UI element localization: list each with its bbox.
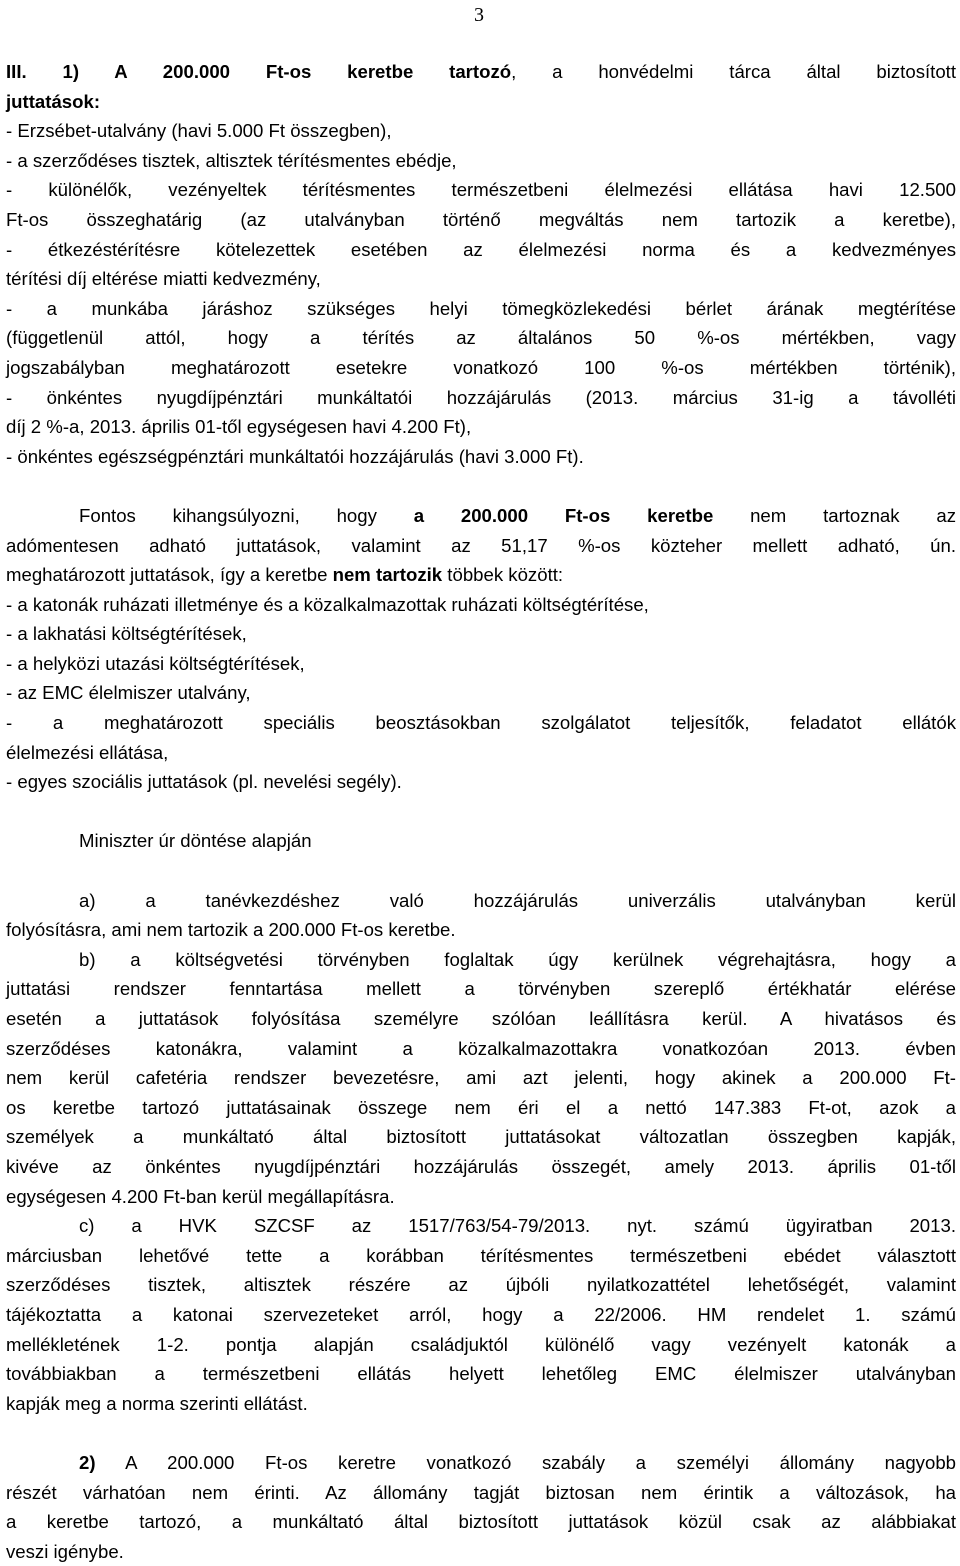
point-b-line: esetén a juttatások folyósítása személyre szólóan leállításra kerül. A hivatásos és (6, 1008, 956, 1029)
section2-line: veszi igénybe. (6, 1540, 124, 1562)
section-heading (6, 57, 956, 87)
point-b-line: b) a költségvetési törvényben foglaltak úgy kerülnek végrehajtásra, hogy a (79, 948, 956, 970)
point-b-line: juttatási rendszer fenntartása mellett a törvényben szereplő értékhatár elérése (6, 978, 956, 1000)
emphasis-bold: nem tartozik (332, 564, 443, 586)
spacer (6, 1418, 956, 1448)
list-item: - étkezéstérítésre kötelezettek esetében az élelmezési norma és a kedvezményes (6, 238, 956, 260)
point-b-line: os keretbe tartozó juttatásainak összege nem éri el a nettó 147.383 Ft-ot, azok a (6, 1096, 956, 1118)
point-a-line: folyósításra, ami nem tartozik a 200.000 Ft-os keretbe. (6, 919, 456, 941)
list-item: - a katonák ruházati illetménye és a közalkalmazottak ruházati költségtérítése, (6, 593, 649, 615)
section-heading-rest: , a honvédelmi tárca által biztosított (511, 61, 956, 82)
point-c-line: továbbiakban a természetbeni ellátás helyett lehetőleg EMC élelmiszer utalványban (6, 1363, 956, 1385)
emphasis-text: többek között: (442, 564, 564, 586)
section2-line: a keretbe tartozó, a munkáltató által biztosított juttatások közül csak az alábbiakat (6, 1511, 956, 1533)
point-c-line: szerződéses tisztek, altisztek részére az újbóli nyilatkozattétel lehetőségét, valamint (6, 1274, 956, 1296)
list-item: jogszabályban meghatározott esetekre vonatkozó 100 %-os mértékben történik), (6, 356, 956, 378)
list-item: - különélők, vezényeltek térítésmentes természetbeni élelmezési ellátása havi 12.500 (6, 179, 956, 201)
section-heading-bold: III. 1) A 200.000 Ft-os keretbe tartozó (6, 61, 512, 82)
section-heading-line2-text: juttatások: (6, 90, 101, 112)
point-b-line: személyek a munkáltató által biztosított juttatásokat változatlan összegben kapják, (6, 1126, 956, 1148)
point-b-line: nem kerül cafetéria rendszer bevezetésre, ami azt jelenti, hogy akinek a 200.000 Ft- (6, 1067, 956, 1089)
emphasis-text: meghatározott juttatások, így a keretbe (6, 564, 333, 586)
section2-line (6, 1448, 956, 1478)
list-item: - az EMC élelmiszer utalvány, (6, 682, 251, 704)
point-b-line: szerződéses katonákra, valamint a közalkalmazottakra vonatkozóan 2013. évben (6, 1037, 956, 1059)
point-a-line: a) a tanévkezdéshez való hozzájárulás univerzális utalványban kerül (79, 889, 956, 911)
section2-line: részét várhatóan nem érinti. Az állomány tagját biztosan nem érintik a változások, ha (6, 1481, 956, 1503)
emphasis-text: nem tartoznak az (713, 504, 956, 526)
list-item: térítési díj eltérése miatti kedvezmény, (6, 268, 321, 290)
emphasis-bold: a 200.000 Ft-os keretbe (413, 504, 714, 526)
list-item: - a lakhatási költségtérítések, (6, 623, 247, 645)
list-item: - Erzsébet-utalvány (havi 5.000 Ft összegben), (6, 120, 392, 142)
point-c-line: tájékoztatta a katonai szervezeteket arról, hogy a 22/2006. HM rendelet 1. számú (6, 1303, 956, 1325)
minister-heading: Miniszter úr döntése alapján (79, 830, 312, 852)
point-b-line: kivéve az önkéntes nyugdíjpénztári hozzájárulás összegét, amely 2013. április 01-től (6, 1155, 956, 1177)
list-item: Ft-os összeghatárig (az utalványban történő megváltás nem tartozik a keretbe), (6, 208, 956, 230)
section2-text: A 200.000 Ft-os keretre vonatkozó szabály a személyi állomány nagyobb (95, 1451, 956, 1473)
spacer (6, 797, 956, 827)
spacer (6, 471, 956, 501)
list-item: élelmezési ellátása, (6, 741, 169, 763)
list-item: - a meghatározott speciális beosztásokban szolgálatot teljesítők, feladatot ellátók (6, 712, 956, 734)
list-item: - a helyközi utazási költségtérítések, (6, 652, 305, 674)
emphasis-line (6, 560, 956, 590)
list-item: - önkéntes nyugdíjpénztári munkáltatói hozzájárulás (2013. március 31-ig a távolléti (6, 386, 956, 408)
point-c-line: mellékletének 1-2. pontja alapján családjuktól különélő vagy vezényelt katonák a (6, 1333, 956, 1355)
page-number: 3 (474, 4, 484, 26)
point-c-line: márciusban lehetővé tette a korábban térítésmentes természetbeni ebédet választott (6, 1244, 956, 1266)
document-body (6, 57, 956, 1566)
section2-number: 2) (79, 1451, 96, 1473)
emphasis-line (6, 501, 956, 531)
point-c-line: c) a HVK SZCSF az 1517/763/54-79/2013. nyt. számú ügyiratban 2013. (79, 1215, 956, 1237)
point-b-line: egységesen 4.200 Ft-ban kerül megállapításra. (6, 1185, 395, 1207)
list-item: (függetlenül attól, hogy a térítés az általános 50 %-os mértékben, vagy (6, 327, 956, 349)
point-c-line: kapják meg a norma szerinti ellátást. (6, 1392, 308, 1414)
spacer (6, 856, 956, 886)
list-item: díj 2 %-a, 2013. április 01-től egységesen havi 4.200 Ft), (6, 416, 472, 438)
section-heading-line2 (6, 87, 956, 117)
emphasis-text: Fontos kihangsúlyozni, hogy (79, 504, 414, 526)
emphasis-line: adómentesen adható juttatások, valamint az 51,17 %-os közteher mellett adható, ún. (6, 534, 956, 556)
list-item: - egyes szociális juttatások (pl. nevelési segély). (6, 771, 402, 793)
list-item: - a szerződéses tisztek, altisztek térítésmentes ebédje, (6, 149, 457, 171)
list-item: - a munkába járáshoz szükséges helyi tömegközlekedési bérlet árának megtérítése (6, 297, 956, 319)
list-item: - önkéntes egészségpénztári munkáltatói hozzájárulás (havi 3.000 Ft). (6, 445, 584, 467)
